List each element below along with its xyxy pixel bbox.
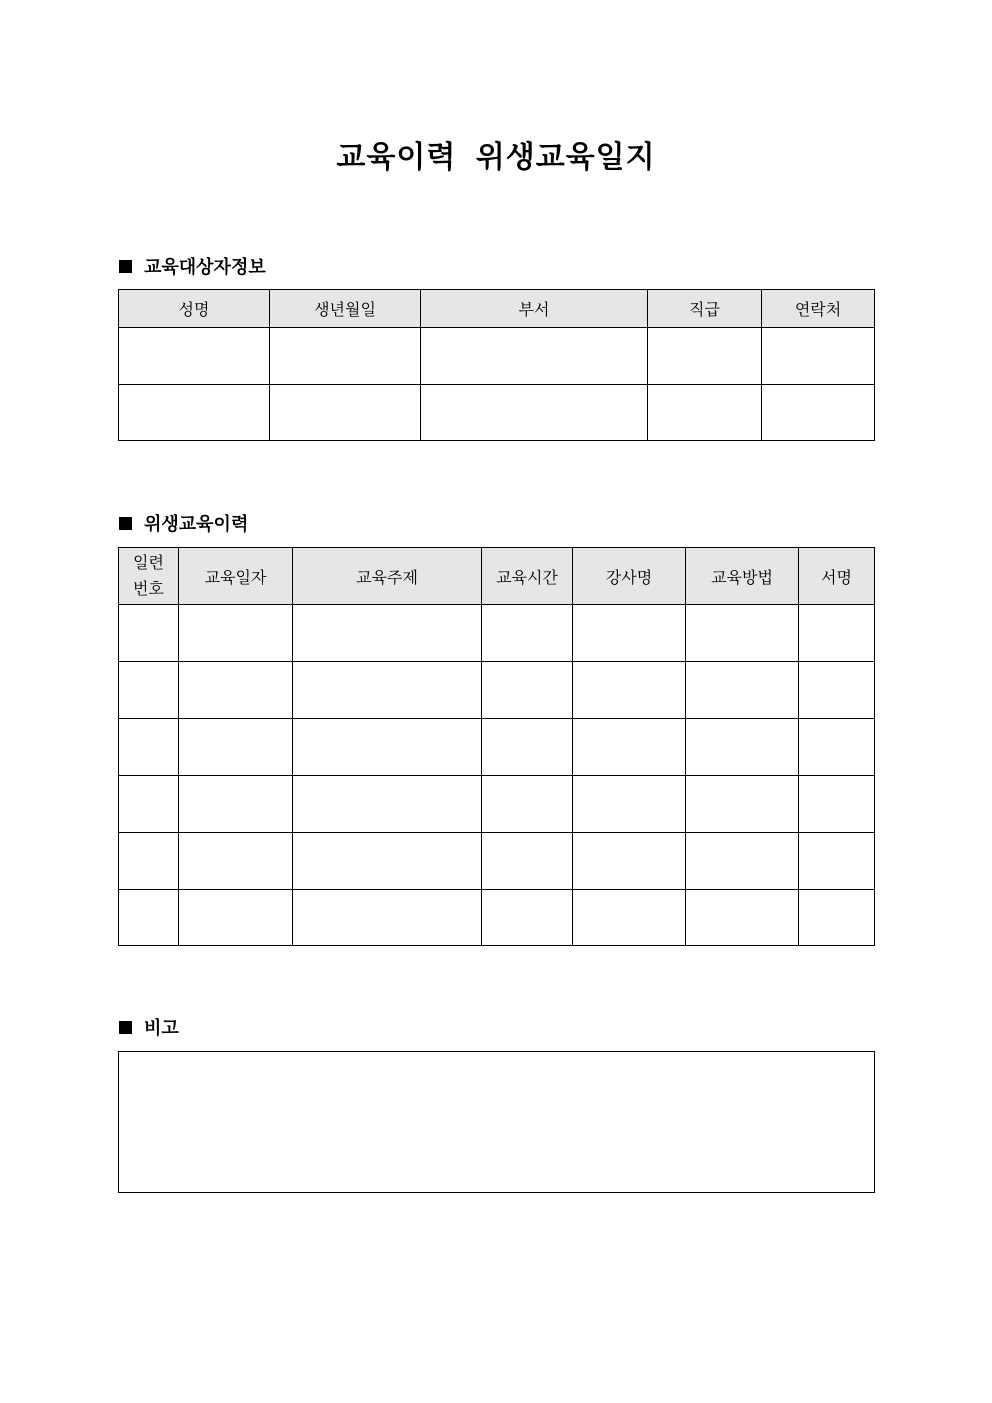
serial-cell[interactable] <box>119 776 179 833</box>
signature-cell[interactable] <box>799 890 875 946</box>
column-header-training-hours: 교육시간 <box>482 548 573 605</box>
name-cell[interactable] <box>119 328 270 385</box>
section-heading-label: 비고 <box>144 1018 179 1039</box>
square-bullet-icon <box>119 1021 132 1034</box>
topic-cell[interactable] <box>293 605 482 662</box>
hours-cell[interactable] <box>482 776 573 833</box>
serial-cell[interactable] <box>119 605 179 662</box>
section-heading-label: 교육대상자정보 <box>144 257 266 278</box>
remarks-box[interactable] <box>118 1051 875 1193</box>
column-header-serial-number <box>119 548 179 605</box>
signature-cell[interactable] <box>799 776 875 833</box>
instructor-cell[interactable] <box>573 833 686 890</box>
topic-cell[interactable] <box>293 719 482 776</box>
column-header-training-date: 교육일자 <box>179 548 293 605</box>
position-cell[interactable] <box>648 328 762 385</box>
method-cell[interactable] <box>686 833 799 890</box>
section-heading-remarks <box>119 1014 179 1040</box>
birthdate-cell[interactable] <box>270 385 421 441</box>
method-cell[interactable] <box>686 776 799 833</box>
topic-cell[interactable] <box>293 776 482 833</box>
name-cell[interactable] <box>119 385 270 441</box>
column-header-position: 직급 <box>648 290 762 328</box>
topic-cell[interactable] <box>293 833 482 890</box>
column-header-contact: 연락처 <box>762 290 875 328</box>
serial-cell[interactable] <box>119 890 179 946</box>
table-row <box>119 719 875 776</box>
hours-cell[interactable] <box>482 605 573 662</box>
table-row <box>119 605 875 662</box>
section-heading-label: 위생교육이력 <box>144 514 249 535</box>
column-header-training-method: 교육방법 <box>686 548 799 605</box>
position-cell[interactable] <box>648 385 762 441</box>
serial-label-line2: 번호 <box>133 579 164 598</box>
hours-cell[interactable] <box>482 890 573 946</box>
column-header-training-topic: 교육주제 <box>293 548 482 605</box>
page-title: 교육이력 위생교육일지 <box>336 140 656 175</box>
serial-cell[interactable] <box>119 833 179 890</box>
date-cell[interactable] <box>179 662 293 719</box>
table-header-row <box>119 290 875 328</box>
training-history-table <box>118 547 875 946</box>
column-header-name: 성명 <box>119 290 270 328</box>
instructor-cell[interactable] <box>573 605 686 662</box>
square-bullet-icon <box>119 260 132 273</box>
topic-cell[interactable] <box>293 662 482 719</box>
method-cell[interactable] <box>686 719 799 776</box>
instructor-cell[interactable] <box>573 890 686 946</box>
hours-cell[interactable] <box>482 833 573 890</box>
serial-cell[interactable] <box>119 662 179 719</box>
instructor-cell[interactable] <box>573 662 686 719</box>
department-cell[interactable] <box>421 328 648 385</box>
contact-cell[interactable] <box>762 385 875 441</box>
table-row <box>119 662 875 719</box>
column-header-department: 부서 <box>421 290 648 328</box>
table-row <box>119 385 875 441</box>
date-cell[interactable] <box>179 776 293 833</box>
department-cell[interactable] <box>421 385 648 441</box>
date-cell[interactable] <box>179 890 293 946</box>
table-row <box>119 776 875 833</box>
table-row <box>119 833 875 890</box>
hours-cell[interactable] <box>482 662 573 719</box>
serial-cell[interactable] <box>119 719 179 776</box>
trainee-info-table <box>118 289 875 441</box>
table-header-row <box>119 548 875 605</box>
hours-cell[interactable] <box>482 719 573 776</box>
table-row <box>119 890 875 946</box>
signature-cell[interactable] <box>799 833 875 890</box>
date-cell[interactable] <box>179 605 293 662</box>
method-cell[interactable] <box>686 605 799 662</box>
signature-cell[interactable] <box>799 662 875 719</box>
topic-cell[interactable] <box>293 890 482 946</box>
contact-cell[interactable] <box>762 328 875 385</box>
signature-cell[interactable] <box>799 605 875 662</box>
serial-label-line1: 일련 <box>133 553 164 572</box>
table-row <box>119 328 875 385</box>
column-header-instructor: 강사명 <box>573 548 686 605</box>
birthdate-cell[interactable] <box>270 328 421 385</box>
column-header-signature: 서명 <box>799 548 875 605</box>
section-heading-trainee-info <box>119 253 266 279</box>
date-cell[interactable] <box>179 719 293 776</box>
method-cell[interactable] <box>686 662 799 719</box>
signature-cell[interactable] <box>799 719 875 776</box>
date-cell[interactable] <box>179 833 293 890</box>
square-bullet-icon <box>119 517 132 530</box>
section-heading-training-history <box>119 510 248 536</box>
column-header-birthdate: 생년월일 <box>270 290 421 328</box>
instructor-cell[interactable] <box>573 719 686 776</box>
method-cell[interactable] <box>686 890 799 946</box>
instructor-cell[interactable] <box>573 776 686 833</box>
